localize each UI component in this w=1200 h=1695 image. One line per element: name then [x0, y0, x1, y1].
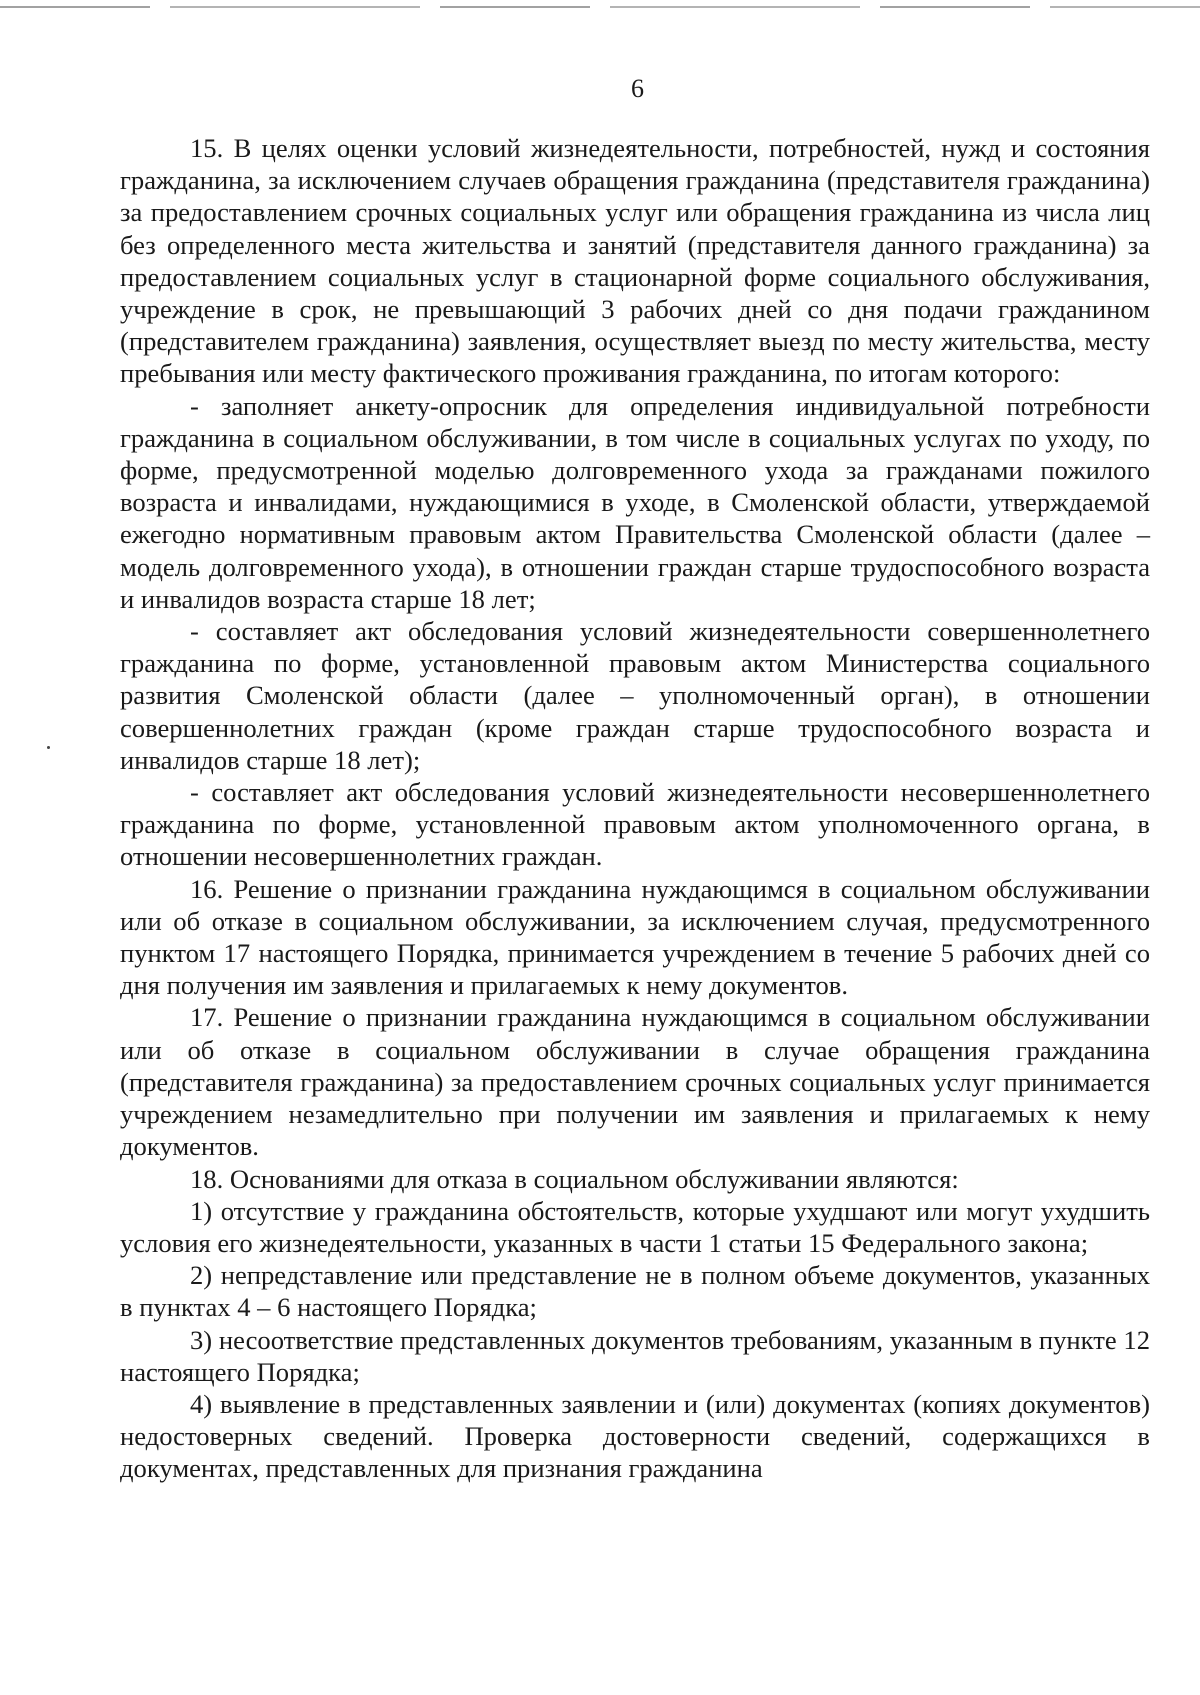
- paragraph-15-item-adult-act: - составляет акт обследования условий жизнедеятельности совершеннолетнего гражданина по форме, установленной правовым актом Министерства социального развития Смоленской области (далее – уполномоченный орган), в отношении совершеннолетних граждан (кроме граждан старше трудоспособного возраста и инвалидов старше 18 лет);: [120, 616, 1150, 775]
- paragraph-18: 18. Основаниями для отказа в социальном обслуживании являются:: [190, 1163, 959, 1194]
- paragraph-15: 15. В целях оценки условий жизнедеятельности, потребностей, нужд и состояния гражданина, за исключением случаев обращения гражданина (представителя гражданина) за предоставлением срочных социальных услуг или обращения гражданина из числа лиц без определенного места жительства и занятий (представителя данного гражданина) за предоставлением социальных услуг в стационарной форме социального обслуживания, учреждение в срок, не превышающий 3 рабочих дней со дня подачи гражданином (представителем гражданина) заявления, осуществляет выезд по месту жительства, месту пребывания или месту фактического проживания гражданина, по итогам которого:: [120, 133, 1150, 389]
- paragraph-18-item-3: 3) несоответствие представленных документов требованиям, указанным в пункте 12 настоящего Порядка;: [120, 1324, 1150, 1387]
- paragraph-15-item-minor-act: - составляет акт обследования условий жизнедеятельности несовершеннолетнего гражданина по форме, установленной правовым актом уполномоченного органа, в отношении несовершеннолетних граждан.: [120, 777, 1150, 872]
- paragraph-18-item-1: 1) отсутствие у гражданина обстоятельств, которые ухудшают или могут ухудшить условия его жизнедеятельности, указанных в части 1 статьи 15 Федерального закона;: [120, 1195, 1150, 1258]
- paragraph-16: 16. Решение о признании гражданина нуждающимся в социальном обслуживании или об отказе в социальном обслуживании, за исключением случая, предусмотренного пунктом 17 настоящего Порядка, принимается учреждением в течение 5 рабочих дней со дня получения им заявления и прилагаемых к нему документов.: [120, 873, 1150, 1001]
- paragraph-18-item-4: 4) выявление в представленных заявлении и (или) документах (копиях документов) недостоверных сведений. Проверка достоверности сведений, содержащихся в документах, представленных для признания гражданина: [120, 1388, 1150, 1484]
- document-body: [120, 132, 1150, 1485]
- paragraph-15-item-questionnaire: - заполняет анкету-опросник для определения индивидуальной потребности гражданина в социальном обслуживании, в том числе в социальных услугах по уходу, по форме, предусмотренной моделью долговременного ухода за гражданами пожилого возраста и инвалидами, нуждающимися в уходе, в Смоленской области, утверждаемой ежегодно нормативным правовым актом Правительства Смоленской области (далее – модель долговременного ухода), в отношении граждан старше трудоспособного возраста и инвалидов возраста старше 18 лет;: [120, 390, 1150, 614]
- page-number: 6: [631, 74, 644, 103]
- scan-edge-artifact: [0, 6, 1200, 8]
- scan-speck: [47, 746, 50, 749]
- paragraph-18-item-2: 2) непредставление или представление не в полном объеме документов, указанных в пунктах 4 – 6 настоящего Порядка;: [120, 1260, 1150, 1323]
- paragraph-17: 17. Решение о признании гражданина нуждающимся в социальном обслуживании или об отказе в социальном обслуживании в случае обращения гражданина (представителя гражданина) за предоставлением срочных социальных услуг принимается учреждением незамедлительно при получении им заявления и прилагаемых к нему документов.: [120, 1002, 1150, 1162]
